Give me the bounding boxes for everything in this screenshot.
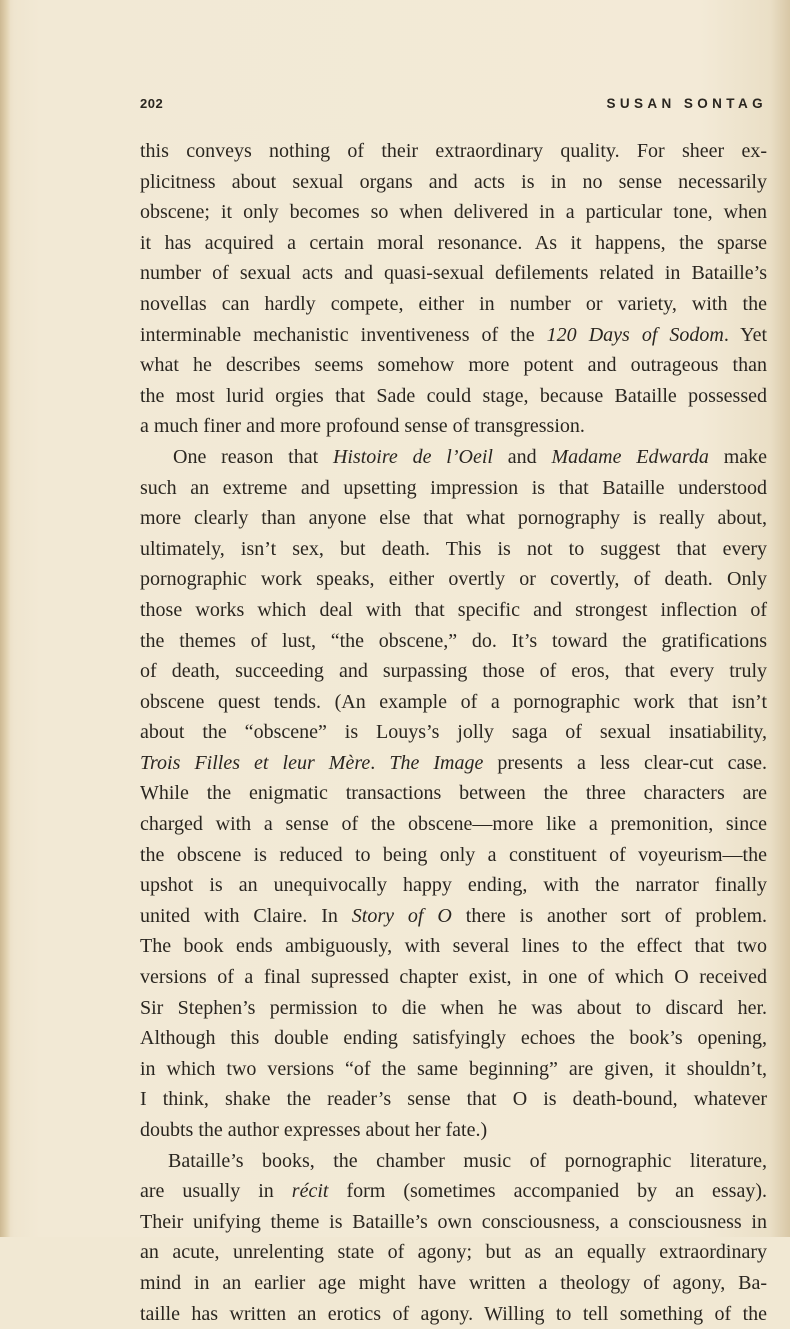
text-line: number of sexual acts and quasi-sexual defilements related in Bataille’s [140, 262, 767, 285]
text-line: Sir Stephen’s permission to die when he was about to discard her. [140, 996, 767, 1019]
text-line: taille has written an erotics of agony. Willing to tell something of the [140, 1302, 767, 1325]
text-line: Trois Filles et leur Mère. The Image presents a less clear-cut case. [140, 751, 768, 774]
text-line: Their unifying theme is Bataille’s own consciousness, a consciousness in [140, 1210, 767, 1233]
text-line: the themes of lust, “the obscene,” do. It’s toward the gratifications [140, 629, 767, 652]
running-head [140, 96, 767, 116]
text-line: those works which deal with that specific and strongest inflection of [140, 598, 767, 621]
text-line: what he describes seems somehow more potent and outrageous than [140, 354, 767, 377]
italic-title: Story of O [351, 904, 452, 927]
italic-title: récit [291, 1180, 329, 1203]
paragraph-start-line: One reason that Histoire de l’Oeil and Madame Edwarda make [173, 445, 768, 468]
text-line: it has acquired a certain moral resonance. As it happens, the sparse [140, 231, 767, 254]
paragraph-end-line: doubts the author expresses about her fate.) [140, 1119, 488, 1141]
text-line: charged with a sense of the obscene—more like a premonition, since [140, 813, 767, 836]
text-line: upshot is an unequivocally happy ending, with the narrator finally [140, 874, 767, 897]
page-number: 202 [140, 96, 164, 111]
text-line: this conveys nothing of their extraordinary quality. For sheer ex- [140, 140, 767, 162]
text-line: I think, shake the reader’s sense that O is death-bound, whatever [140, 1088, 767, 1111]
text-line: interminable mechanistic inventiveness of the 120 Days of Sodom. Yet [140, 323, 767, 346]
text-line: united with Claire. In Story of O there is another sort of problem. [140, 904, 768, 927]
italic-title: The Image [389, 751, 484, 774]
text-line: The book ends ambiguously, with several lines to the effect that two [140, 935, 767, 958]
text-line: are usually in récit form (sometimes accompanied by an essay). [140, 1180, 767, 1203]
text-line: more clearly than anyone else that what pornography is really about, [140, 507, 767, 530]
text-line: ultimately, isn’t sex, but death. This is not to suggest that every [140, 537, 767, 560]
text-line: such an extreme and upsetting impression is that Bataille understood [140, 476, 767, 499]
text-line: versions of a final supressed chapter exist, in one of which O received [140, 966, 767, 989]
text-line: in which two versions “of the same beginning” are given, it shouldn’t, [140, 1057, 767, 1080]
text-line: about the “obscene” is Louys’s jolly saga of sexual insatiability, [140, 721, 767, 744]
paragraph-start-line: Bataille’s books, the chamber music of pornographic literature, [168, 1149, 767, 1172]
italic-title: Histoire de l’Oeil [332, 445, 493, 468]
text-line: pornographic work speaks, either overtly or covertly, of death. Only [140, 568, 767, 591]
text-line: the most lurid orgies that Sade could stage, because Bataille possessed [140, 384, 767, 407]
text-line: novellas can hardly compete, either in number or variety, with the [140, 292, 767, 315]
text-line: obscene; it only becomes so when delivered in a particular tone, when [140, 201, 767, 224]
italic-title: Madame Edwarda [551, 445, 709, 468]
text-line: While the enigmatic transactions between the three characters are [140, 782, 767, 805]
running-head-author: SUSAN SONTAG [606, 96, 767, 111]
italic-title: 120 Days of Sodom [546, 323, 724, 346]
text-line: plicitness about sexual organs and acts is in no sense necessarily [140, 170, 767, 193]
text-line: mind in an earlier age might have written a theology of agony, Ba- [140, 1271, 767, 1294]
book-gutter [0, 0, 10, 1237]
body-text [140, 136, 767, 1329]
text-line: an acute, unrelenting state of agony; but as an equally extraordinary [140, 1241, 767, 1264]
text-line: of death, succeeding and surpassing those of eros, that every truly [140, 660, 767, 683]
paragraph-end-line: a much finer and more profound sense of transgression. [140, 415, 585, 438]
text-line: the obscene is reduced to being only a constituent of voyeurism—the [140, 843, 767, 866]
text-line: Although this double ending satisfyingly echoes the book’s opening, [140, 1027, 767, 1050]
italic-title: Trois Filles et leur Mère [140, 751, 371, 774]
text-line: obscene quest tends. (An example of a pornographic work that isn’t [140, 690, 767, 713]
